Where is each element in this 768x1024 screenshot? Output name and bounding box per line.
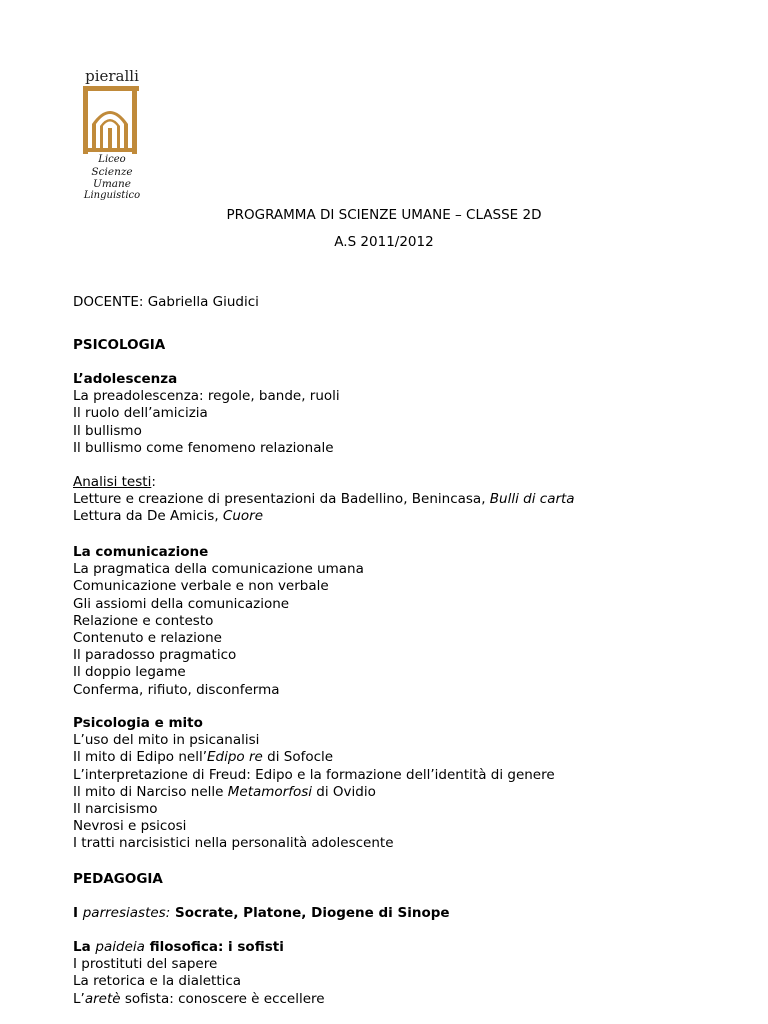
list-item: Il narcisismo — [73, 801, 158, 818]
work-title: Edipo re — [207, 749, 263, 766]
work-title: Metamorfosi — [227, 783, 313, 800]
list-item: La preadolescenza: regole, bande, ruoli — [73, 388, 340, 405]
text-run: sofista: conoscere è eccellere — [120, 990, 325, 1007]
list-item: La pragmatica della comunicazione umana — [73, 561, 364, 578]
list-item: Il doppio legame — [73, 664, 186, 681]
text-run: filosofica: i sofisti — [144, 939, 284, 955]
analisi-testi — [73, 474, 575, 526]
list-item: Il bullismo come fenomeno relazionale — [73, 439, 334, 456]
list-item: L’interpretazione di Freud: Edipo e la formazione dell’identità di genere — [73, 766, 555, 783]
teacher-line: DOCENTE: Gabriella Giudici — [73, 294, 259, 310]
logo-line-scienze: Scienze Umane — [91, 166, 133, 190]
topic-title: Psicologia e mito — [73, 715, 203, 731]
text-run: Letture e creazione di presentazioni da Badellino, Benincasa, — [73, 491, 490, 508]
school-year: A.S 2011/2012 — [334, 234, 434, 250]
topic-title — [73, 939, 325, 956]
analisi-label-line — [73, 474, 575, 491]
topic-title: La comunicazione — [73, 544, 209, 560]
analisi-colon: : — [151, 474, 156, 490]
list-item: Gli assiomi della comunicazione — [73, 595, 290, 612]
logo-line-linguistico: Linguistico — [83, 190, 141, 201]
text-run: di Sofocle — [262, 749, 334, 766]
text-run: La — [73, 939, 96, 955]
list-item — [73, 749, 555, 766]
text-run: Socrate, Platone, Diogene di Sinope — [170, 905, 450, 921]
list-item — [73, 991, 325, 1008]
list-item: Il bullismo — [73, 422, 142, 439]
text-run: Il mito di Narciso nelle — [73, 783, 228, 800]
list-item: Il paradosso pragmatico — [73, 647, 237, 664]
text-run: di Ovidio — [312, 783, 376, 800]
list-item — [73, 491, 575, 508]
topic-title: L’adolescenza — [73, 371, 178, 387]
book-title: Cuore — [222, 508, 264, 525]
topic-parresiastes — [73, 905, 450, 922]
text-run: I — [73, 905, 83, 921]
text-run: Il mito di Edipo nell’ — [73, 749, 208, 766]
term-italic: aretè — [84, 990, 121, 1007]
topic-comunicazione — [73, 544, 364, 699]
list-item: L’uso del mito in psicanalisi — [73, 732, 260, 749]
list-item: Contenuto e relazione — [73, 630, 222, 647]
list-item: I prostituti del sapere — [73, 956, 218, 973]
school-logo — [72, 68, 152, 202]
book-title: Bulli di carta — [489, 491, 575, 508]
list-item — [73, 784, 555, 801]
text-run: Lettura da De Amicis, — [73, 508, 223, 525]
list-item: Il ruolo dell’amicizia — [73, 405, 208, 422]
logo-line-liceo: Liceo — [98, 154, 126, 165]
document-title: PROGRAMMA DI SCIENZE UMANE – CLASSE 2D — [226, 207, 542, 223]
list-item: I tratti narcisistici nella personalità adolescente — [73, 835, 394, 852]
section-heading-psicologia: PSICOLOGIA — [73, 337, 166, 353]
list-item: Relazione e contesto — [73, 612, 214, 629]
list-item: Nevrosi e psicosi — [73, 818, 187, 835]
logo-emblem-icon — [80, 86, 140, 154]
list-item: La retorica e la dialettica — [73, 973, 242, 990]
text-run: L’ — [73, 990, 85, 1007]
topic-adolescenza — [73, 371, 340, 457]
logo-name: pieralli — [85, 67, 139, 85]
section-heading-pedagogia: PEDAGOGIA — [73, 871, 163, 887]
list-item: Comunicazione verbale e non verbale — [73, 578, 329, 595]
topic-mito — [73, 715, 555, 853]
topic-paideia — [73, 939, 325, 1008]
list-item: Conferma, rifiuto, disconferma — [73, 681, 280, 698]
term-italic: paideia — [95, 939, 145, 955]
analisi-label: Analisi testi — [73, 474, 152, 490]
term-italic: parresiastes: — [82, 905, 171, 921]
list-item — [73, 508, 575, 525]
